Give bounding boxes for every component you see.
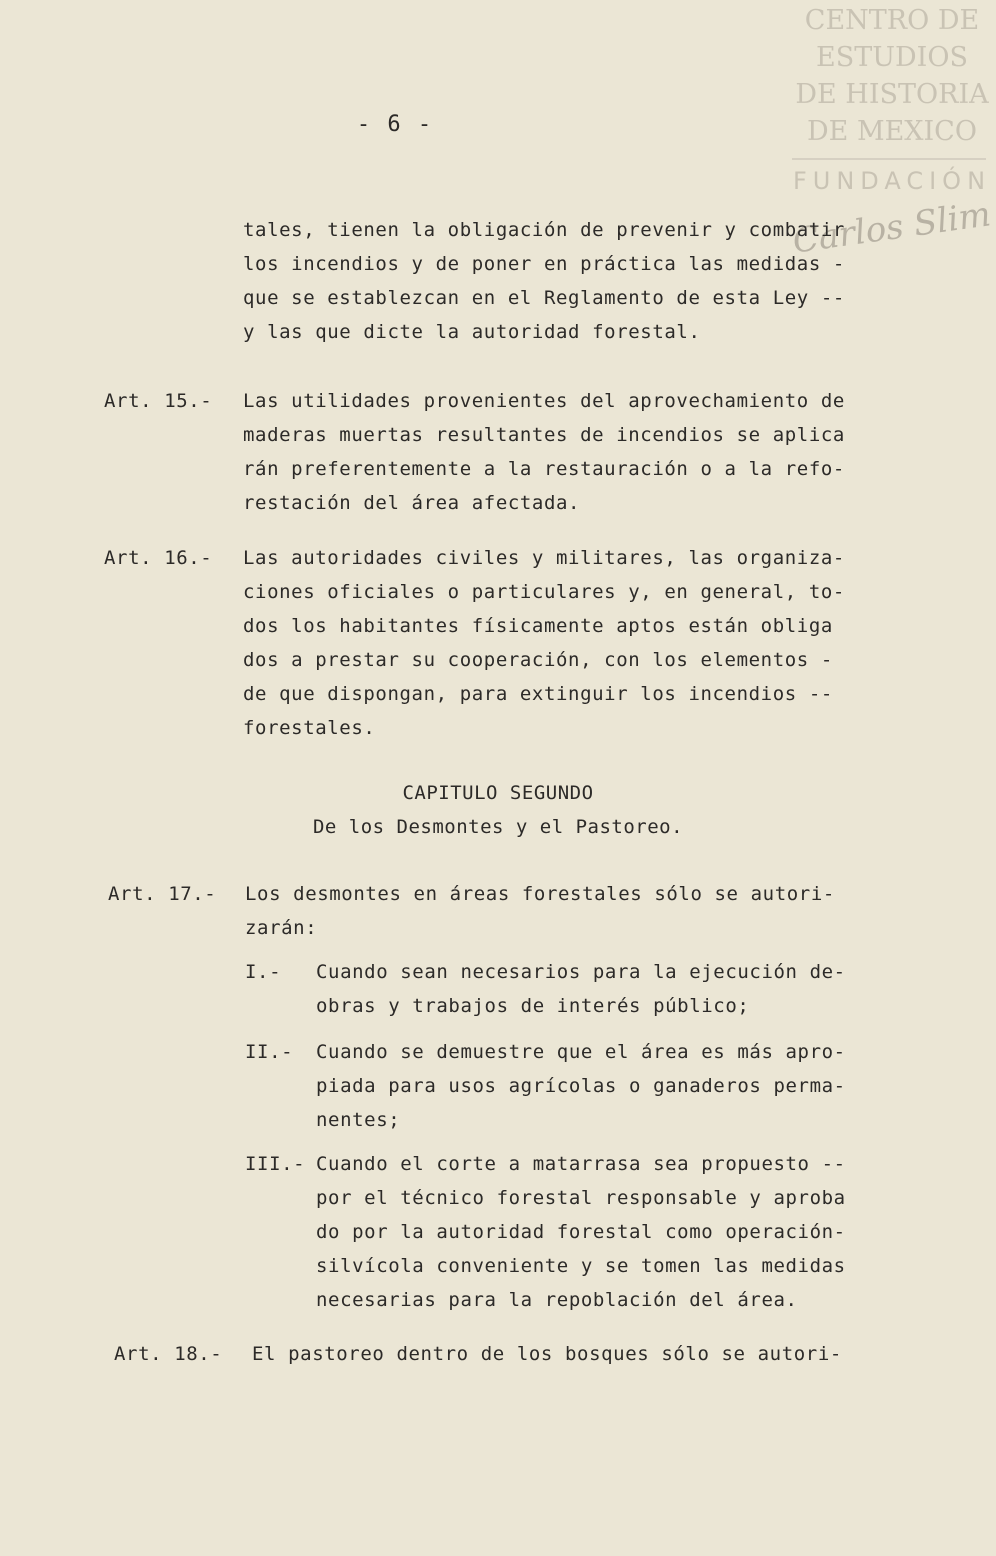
archive-watermark bbox=[792, 2, 992, 196]
article-label: Art. 17.- bbox=[108, 883, 217, 905]
text-line: Cuando se demuestre que el área es más apro- bbox=[316, 1041, 846, 1063]
text-line: por el técnico forestal responsable y aproba bbox=[316, 1187, 846, 1209]
text-line: necesarias para la repoblación del área. bbox=[316, 1289, 798, 1311]
watermark-divider bbox=[792, 158, 986, 160]
chapter-subtitle: De los Desmontes y el Pastoreo. bbox=[312, 816, 684, 838]
text-line: Cuando sean necesarios para la ejecución de- bbox=[316, 961, 846, 983]
text-line: do por la autoridad forestal como operación- bbox=[316, 1221, 846, 1243]
watermark-line: CENTRO DE bbox=[804, 5, 980, 36]
article-label: Art. 16.- bbox=[104, 547, 213, 569]
watermark-line: DE HISTORIA bbox=[795, 79, 989, 110]
text-line: Cuando el corte a matarrasa sea propuesto -- bbox=[316, 1153, 846, 1175]
text-line: Las autoridades civiles y militares, las organiza- bbox=[243, 547, 845, 569]
watermark-line: ESTUDIOS bbox=[816, 42, 968, 73]
text-line: que se establezcan en el Reglamento de esta Ley -- bbox=[243, 287, 845, 309]
article-label: Art. 15.- bbox=[104, 390, 213, 412]
chapter-title: CAPITULO SEGUNDO bbox=[402, 782, 594, 804]
watermark-foundation: FUNDACIÓN bbox=[792, 167, 992, 195]
text-line: El pastoreo dentro de los bosques sólo se autori- bbox=[252, 1343, 842, 1365]
text-line: maderas muertas resultantes de incendios se aplica bbox=[243, 424, 845, 446]
item-number: II.- bbox=[245, 1041, 294, 1063]
text-line: dos los habitantes físicamente aptos están obliga bbox=[243, 615, 833, 637]
text-line: ciones oficiales o particulares y, en general, to- bbox=[243, 581, 845, 603]
text-line: y las que dicte la autoridad forestal. bbox=[243, 321, 701, 343]
text-line: Los desmontes en áreas forestales sólo se autori- bbox=[245, 883, 835, 905]
item-number: I.- bbox=[245, 961, 282, 983]
text-line: piada para usos agrícolas o ganaderos perma- bbox=[316, 1075, 846, 1097]
text-line: forestales. bbox=[243, 717, 376, 739]
signature: Carlos Slim bbox=[790, 194, 994, 262]
item-number: III.- bbox=[245, 1153, 306, 1175]
text-line: restación del área afectada. bbox=[243, 492, 581, 514]
text-line: nentes; bbox=[316, 1109, 401, 1131]
article-label: Art. 18.- bbox=[114, 1343, 223, 1365]
text-line: dos a prestar su cooperación, con los elementos - bbox=[243, 649, 833, 671]
text-line: zarán: bbox=[245, 917, 318, 939]
text-line: Las utilidades provenientes del aprovechamiento de bbox=[243, 390, 845, 412]
text-line: de que dispongan, para extinguir los incendios -- bbox=[243, 683, 833, 705]
text-line: obras y trabajos de interés público; bbox=[316, 995, 750, 1017]
watermark-line: DE MEXICO bbox=[807, 116, 977, 147]
text-line: tales, tienen la obligación de prevenir y combatir bbox=[243, 219, 845, 241]
text-line: silvícola conveniente y se tomen las medidas bbox=[316, 1255, 846, 1277]
text-line: los incendios y de poner en práctica las medidas - bbox=[243, 253, 845, 275]
page-number: - 6 - bbox=[356, 112, 434, 137]
text-line: rán preferentemente a la restauración o a la refo- bbox=[243, 458, 845, 480]
